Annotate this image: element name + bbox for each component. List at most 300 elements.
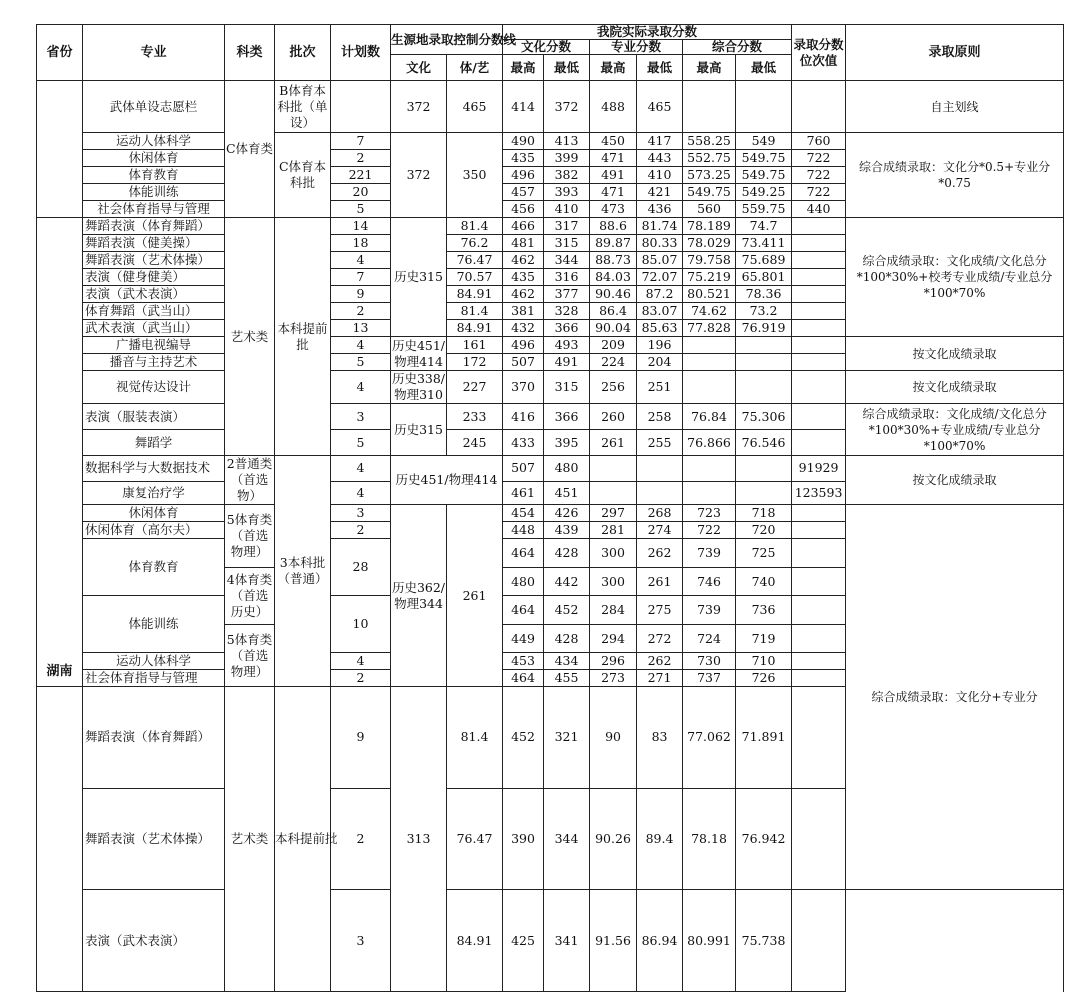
plan-cell: 9 (331, 687, 391, 789)
category-cell: 艺术类 (225, 218, 275, 456)
plan-cell: 3 (331, 404, 391, 430)
score-cmax-cell: 496 (503, 167, 544, 184)
category-cell: 5体育类（首选物理） (225, 625, 275, 687)
major-cell: 表演（健身健美） (83, 269, 225, 286)
score-rank-cell (792, 625, 846, 653)
score-cmax-cell: 456 (503, 201, 544, 218)
plan-cell: 2 (331, 522, 391, 539)
score-rank-cell (792, 430, 846, 456)
score-zmax-cell: 722 (683, 522, 736, 539)
control-art-cell: 76.47 (447, 788, 503, 890)
score-cmin-cell: 428 (544, 625, 590, 653)
table-row (37, 890, 1064, 992)
score-cmin-cell: 382 (544, 167, 590, 184)
plan-cell: 10 (331, 596, 391, 653)
score-zmin-cell: 73.2 (736, 303, 792, 320)
score-rank-cell (792, 596, 846, 625)
score-zmax-cell: 558.25 (683, 133, 736, 150)
score-rank-cell: 440 (792, 201, 846, 218)
control-art-cell: 76.47 (447, 252, 503, 269)
control-art-cell: 84.91 (447, 286, 503, 303)
score-cmax-cell: 416 (503, 404, 544, 430)
score-cmin-cell: 341 (544, 890, 590, 992)
major-cell: 舞蹈表演（体育舞蹈） (83, 218, 225, 235)
plan-cell: 4 (331, 456, 391, 482)
score-zmax-cell: 573.25 (683, 167, 736, 184)
plan-cell (331, 81, 391, 133)
score-zmin-cell (736, 354, 792, 371)
score-zmin-cell: 71.891 (736, 687, 792, 789)
control-score-cell: 350 (447, 133, 503, 218)
score-cmin-cell: 328 (544, 303, 590, 320)
table-row (37, 505, 1064, 522)
plan-cell: 4 (331, 371, 391, 404)
score-zmax-cell: 77.062 (683, 687, 736, 789)
major-cell: 运动人体科学 (83, 133, 225, 150)
score-mmax-cell: 488 (590, 81, 637, 133)
score-mmax-cell: 294 (590, 625, 637, 653)
score-mmax-cell: 300 (590, 568, 637, 596)
score-zmin-cell: 559.75 (736, 201, 792, 218)
score-cmax-cell: 462 (503, 286, 544, 303)
score-zmax-cell (683, 456, 736, 482)
batch-cell: B体育本科批（单设） (275, 81, 331, 133)
score-zmax-cell: 78.189 (683, 218, 736, 235)
score-cmax-cell: 462 (503, 252, 544, 269)
plan-cell: 5 (331, 354, 391, 371)
header-major-max: 最高 (590, 55, 637, 81)
score-mmin-cell: 86.94 (637, 890, 683, 992)
score-mmin-cell: 436 (637, 201, 683, 218)
score-mmax-cell: 90.46 (590, 286, 637, 303)
score-rank-cell: 123593 (792, 481, 846, 504)
score-cmin-cell: 315 (544, 235, 590, 252)
score-zmin-cell (736, 337, 792, 354)
score-cmax-cell: 414 (503, 81, 544, 133)
score-zmax-cell: 549.75 (683, 184, 736, 201)
score-zmin-cell: 76.942 (736, 788, 792, 890)
score-cmin-cell: 413 (544, 133, 590, 150)
principle-cell: 自主划线 (846, 81, 1064, 133)
table-row (37, 337, 1064, 354)
score-cmin-cell: 372 (544, 81, 590, 133)
major-cell: 舞蹈表演（体育舞蹈） (83, 687, 225, 789)
score-mmax-cell: 273 (590, 670, 637, 687)
score-zmin-cell: 726 (736, 670, 792, 687)
score-mmax-cell: 471 (590, 150, 637, 167)
score-mmin-cell: 271 (637, 670, 683, 687)
control-score-cell: 历史451/物理414 (391, 337, 446, 369)
score-mmin-cell: 465 (637, 81, 683, 133)
score-mmin-cell: 275 (637, 596, 683, 625)
score-zmax-cell: 739 (683, 539, 736, 568)
score-mmax-cell: 473 (590, 201, 637, 218)
score-cmax-cell: 452 (503, 687, 544, 789)
control-score-cell: 历史315 (391, 218, 447, 337)
score-rank-cell (792, 337, 846, 354)
score-mmin-cell: 274 (637, 522, 683, 539)
score-mmin-cell: 196 (637, 337, 683, 354)
score-cmax-cell: 449 (503, 625, 544, 653)
plan-cell: 2 (331, 670, 391, 687)
score-mmin-cell: 85.63 (637, 320, 683, 337)
control-art-cell: 161 (447, 337, 503, 354)
score-rank-cell: 722 (792, 150, 846, 167)
score-mmin-cell (637, 456, 683, 482)
score-cmin-cell: 316 (544, 269, 590, 286)
major-cell: 数据科学与大数据技术 (83, 456, 225, 482)
plan-cell: 7 (331, 269, 391, 286)
major-cell: 社会体育指导与管理 (83, 670, 225, 687)
score-rank-cell (792, 539, 846, 568)
score-cmin-cell: 434 (544, 653, 590, 670)
score-zmin-cell: 725 (736, 539, 792, 568)
score-zmin-cell: 719 (736, 625, 792, 653)
score-zmax-cell: 75.219 (683, 269, 736, 286)
score-cmax-cell: 464 (503, 670, 544, 687)
score-cmin-cell: 493 (544, 337, 590, 354)
score-zmax-cell: 80.521 (683, 286, 736, 303)
score-mmax-cell: 90.26 (590, 788, 637, 890)
table-row (37, 371, 1064, 404)
score-cmax-cell: 390 (503, 788, 544, 890)
score-zmin-cell: 75.306 (736, 404, 792, 430)
score-zmax-cell: 76.84 (683, 404, 736, 430)
score-cmin-cell: 451 (544, 481, 590, 504)
score-cmin-cell: 321 (544, 687, 590, 789)
score-zmin-cell: 736 (736, 596, 792, 625)
score-mmin-cell: 421 (637, 184, 683, 201)
plan-cell: 9 (331, 286, 391, 303)
control-score-cell: 历史338/物理310 (391, 371, 446, 402)
plan-cell: 4 (331, 337, 391, 354)
major-cell: 表演（武术表演） (83, 286, 225, 303)
score-mmin-cell: 258 (637, 404, 683, 430)
score-mmax-cell: 296 (590, 653, 637, 670)
score-cmax-cell: 453 (503, 653, 544, 670)
control-art-cell: 81.4 (447, 687, 503, 789)
control-art-cell: 76.2 (447, 235, 503, 252)
score-zmax-cell (683, 481, 736, 504)
table-row (37, 456, 1064, 482)
batch-cell: 3本科批（普通） (275, 456, 331, 687)
control-score-cell: 465 (447, 81, 503, 133)
score-mmin-cell: 272 (637, 625, 683, 653)
score-mmin-cell: 87.2 (637, 286, 683, 303)
score-rank-cell (792, 890, 846, 992)
score-zmax-cell: 737 (683, 670, 736, 687)
principle-cell: 综合成绩录取：文化分*0.5+专业分*0.75 (846, 133, 1064, 218)
major-cell: 体育教育 (83, 167, 225, 184)
score-mmin-cell: 261 (637, 568, 683, 596)
control-score-cell: 372 (391, 133, 447, 218)
score-cmin-cell: 366 (544, 404, 590, 430)
score-mmax-cell: 300 (590, 539, 637, 568)
score-mmax-cell: 209 (590, 337, 637, 354)
plan-cell: 3 (331, 890, 391, 992)
header-culture-max: 最高 (503, 55, 544, 81)
score-cmin-cell: 366 (544, 320, 590, 337)
control-art-cell: 70.57 (447, 269, 503, 286)
major-cell: 休闲体育 (83, 505, 225, 522)
score-zmin-cell: 65.801 (736, 269, 792, 286)
control-art-cell: 84.91 (447, 320, 503, 337)
header-principle: 录取原则 (846, 25, 1064, 81)
score-cmax-cell: 507 (503, 354, 544, 371)
score-rank-cell (792, 235, 846, 252)
plan-cell: 4 (331, 653, 391, 670)
score-cmax-cell: 448 (503, 522, 544, 539)
principle-cell: 按文化成绩录取 (846, 337, 1064, 371)
score-cmin-cell: 491 (544, 354, 590, 371)
table-row (37, 404, 1064, 430)
plan-cell: 2 (331, 150, 391, 167)
score-mmax-cell (590, 481, 637, 504)
score-zmax-cell: 746 (683, 568, 736, 596)
score-cmax-cell: 454 (503, 505, 544, 522)
score-cmax-cell: 496 (503, 337, 544, 354)
score-zmax-cell: 723 (683, 505, 736, 522)
score-rank-cell (792, 252, 846, 269)
plan-cell: 20 (331, 184, 391, 201)
score-zmin-cell: 710 (736, 653, 792, 670)
principle-cell: 综合成绩录取：文化分+专业分 (846, 505, 1064, 890)
score-cmin-cell: 428 (544, 539, 590, 568)
score-cmin-cell: 442 (544, 568, 590, 596)
score-mmin-cell: 417 (637, 133, 683, 150)
category-cell: C体育类 (225, 81, 275, 218)
major-cell: 社会体育指导与管理 (83, 201, 225, 218)
header-actual-score: 我院实际录取分数 (503, 25, 792, 40)
score-mmin-cell: 83.07 (637, 303, 683, 320)
score-zmax-cell (683, 371, 736, 404)
score-zmin-cell (736, 456, 792, 482)
header-major-score: 专业分数 (590, 40, 683, 55)
major-cell: 武体单设志愿栏 (83, 81, 225, 133)
score-cmin-cell: 399 (544, 150, 590, 167)
score-cmax-cell: 490 (503, 133, 544, 150)
score-mmax-cell: 256 (590, 371, 637, 404)
control-score-cell: 372 (391, 81, 447, 133)
admission-score-table (36, 24, 1064, 992)
score-zmin-cell: 78.36 (736, 286, 792, 303)
score-zmin-cell: 74.7 (736, 218, 792, 235)
score-cmax-cell: 466 (503, 218, 544, 235)
score-mmin-cell (637, 481, 683, 504)
score-rank-cell (792, 404, 846, 430)
score-rank-cell (792, 670, 846, 687)
control-art-cell: 81.4 (447, 303, 503, 320)
major-cell: 舞蹈表演（健美操） (83, 235, 225, 252)
control-art-cell: 227 (447, 371, 503, 404)
header-province: 省份 (37, 25, 83, 81)
major-cell: 武术表演（武当山） (83, 320, 225, 337)
score-rank-cell (792, 522, 846, 539)
batch-cell: 本科提前批 (275, 218, 331, 456)
category-cell: 4体育类（首选历史） (225, 568, 275, 625)
score-zmin-cell: 740 (736, 568, 792, 596)
score-zmin-cell: 549.75 (736, 150, 792, 167)
score-mmin-cell: 268 (637, 505, 683, 522)
score-cmin-cell: 377 (544, 286, 590, 303)
score-zmax-cell: 560 (683, 201, 736, 218)
major-cell: 视觉传达设计 (83, 371, 225, 404)
score-cmax-cell: 464 (503, 596, 544, 625)
control-art-cell: 245 (447, 430, 503, 456)
header-composite-score: 综合分数 (683, 40, 792, 55)
plan-cell: 2 (331, 303, 391, 320)
score-mmax-cell (590, 456, 637, 482)
major-cell: 舞蹈表演（艺术体操） (83, 788, 225, 890)
score-zmin-cell: 76.546 (736, 430, 792, 456)
principle-cell: 按文化成绩录取 (846, 371, 1064, 404)
score-cmax-cell: 481 (503, 235, 544, 252)
score-cmax-cell: 435 (503, 269, 544, 286)
plan-cell: 2 (331, 788, 391, 890)
score-cmin-cell: 439 (544, 522, 590, 539)
header-plan: 计划数 (331, 25, 391, 81)
score-zmin-cell: 720 (736, 522, 792, 539)
score-mmax-cell: 297 (590, 505, 637, 522)
score-zmin-cell (736, 81, 792, 133)
plan-cell: 4 (331, 481, 391, 504)
score-rank-cell (792, 687, 846, 789)
score-mmax-cell: 90.04 (590, 320, 637, 337)
major-cell: 体育舞蹈（武当山） (83, 303, 225, 320)
batch-cell: 本科提前批 (275, 687, 331, 992)
score-cmax-cell: 507 (503, 456, 544, 482)
score-rank-cell: 760 (792, 133, 846, 150)
score-zmin-cell: 75.738 (736, 890, 792, 992)
score-rank-cell: 722 (792, 167, 846, 184)
major-cell: 康复治疗学 (83, 481, 225, 504)
score-zmax-cell: 74.62 (683, 303, 736, 320)
control-score-cell: 历史362/物理344 (391, 505, 447, 687)
major-cell: 播音与主持艺术 (83, 354, 225, 371)
admission-score-table-wrapper (36, 24, 1062, 948)
score-mmin-cell: 204 (637, 354, 683, 371)
control-art-cell: 84.91 (447, 890, 503, 992)
plan-cell: 221 (331, 167, 391, 184)
header-control-score: 生源地录取控制分数线 (391, 25, 503, 55)
score-cmax-cell: 381 (503, 303, 544, 320)
score-mmin-cell: 262 (637, 539, 683, 568)
header-composite-max: 最高 (683, 55, 736, 81)
score-cmax-cell: 464 (503, 539, 544, 568)
header-culture-min: 最低 (544, 55, 590, 81)
table-row (37, 218, 1064, 235)
control-art-cell: 233 (447, 404, 503, 430)
score-mmin-cell: 83 (637, 687, 683, 789)
major-cell: 广播电视编导 (83, 337, 225, 354)
province-cell (37, 81, 83, 218)
score-cmin-cell: 410 (544, 201, 590, 218)
score-zmax-cell: 77.828 (683, 320, 736, 337)
score-zmax-cell: 79.758 (683, 252, 736, 269)
major-cell: 体能训练 (83, 184, 225, 201)
header-batch: 批次 (275, 25, 331, 81)
category-cell: 2普通类（首选物） (225, 456, 275, 505)
score-rank-cell: 722 (792, 184, 846, 201)
score-cmin-cell: 455 (544, 670, 590, 687)
plan-cell: 5 (331, 430, 391, 456)
score-zmax-cell (683, 81, 736, 133)
plan-cell: 18 (331, 235, 391, 252)
category-cell: 5体育类（首选物理） (225, 505, 275, 568)
score-zmax-cell (683, 337, 736, 354)
score-rank-cell (792, 286, 846, 303)
header-rank: 录取分数位次值 (792, 25, 846, 81)
major-cell: 舞蹈学 (83, 430, 225, 456)
score-mmax-cell: 224 (590, 354, 637, 371)
score-rank-cell (792, 568, 846, 596)
score-mmax-cell: 284 (590, 596, 637, 625)
score-cmin-cell: 393 (544, 184, 590, 201)
score-mmax-cell: 491 (590, 167, 637, 184)
control-score-cell: 历史451/物理414 (391, 456, 503, 505)
score-rank-cell (792, 354, 846, 371)
score-mmax-cell: 450 (590, 133, 637, 150)
province-cell (37, 687, 83, 992)
score-cmin-cell: 480 (544, 456, 590, 482)
score-rank-cell (792, 371, 846, 404)
score-mmin-cell: 255 (637, 430, 683, 456)
score-mmin-cell: 72.07 (637, 269, 683, 286)
header-major-min: 最低 (637, 55, 683, 81)
score-zmin-cell (736, 371, 792, 404)
score-zmax-cell: 739 (683, 596, 736, 625)
score-mmax-cell: 261 (590, 430, 637, 456)
principle-cell: 按文化成绩录取 (846, 456, 1064, 505)
score-rank-cell: 91929 (792, 456, 846, 482)
plan-cell: 3 (331, 505, 391, 522)
score-zmin-cell: 718 (736, 505, 792, 522)
score-mmax-cell: 471 (590, 184, 637, 201)
principle-cell: 综合成绩录取：文化成绩/文化总分*100*30%+校考专业成绩/专业总分*100*70% (846, 218, 1064, 337)
score-mmin-cell: 89.4 (637, 788, 683, 890)
header-control-culture: 文化 (391, 55, 447, 81)
major-cell: 表演（武术表演） (83, 890, 225, 992)
score-cmax-cell: 433 (503, 430, 544, 456)
score-cmax-cell: 432 (503, 320, 544, 337)
province-cell: 湖南 (37, 218, 83, 687)
score-mmin-cell: 443 (637, 150, 683, 167)
score-rank-cell (792, 788, 846, 890)
score-rank-cell (792, 505, 846, 522)
header-culture-score: 文化分数 (503, 40, 590, 55)
score-mmax-cell: 88.73 (590, 252, 637, 269)
score-mmax-cell: 90 (590, 687, 637, 789)
batch-cell: C体育本科批 (275, 133, 331, 218)
major-cell: 表演（服装表演） (83, 404, 225, 430)
score-mmin-cell: 81.74 (637, 218, 683, 235)
score-cmin-cell: 395 (544, 430, 590, 456)
score-mmax-cell: 86.4 (590, 303, 637, 320)
score-cmin-cell: 344 (544, 788, 590, 890)
score-cmax-cell: 461 (503, 481, 544, 504)
control-art-cell: 172 (447, 354, 503, 371)
header-category: 科类 (225, 25, 275, 81)
score-zmin-cell (736, 481, 792, 504)
score-mmax-cell: 84.03 (590, 269, 637, 286)
score-rank-cell (792, 303, 846, 320)
score-zmin-cell: 549.75 (736, 167, 792, 184)
major-cell: 休闲体育（高尔夫） (83, 522, 225, 539)
score-zmax-cell: 78.18 (683, 788, 736, 890)
score-mmax-cell: 89.87 (590, 235, 637, 252)
score-cmax-cell: 435 (503, 150, 544, 167)
score-mmin-cell: 251 (637, 371, 683, 404)
